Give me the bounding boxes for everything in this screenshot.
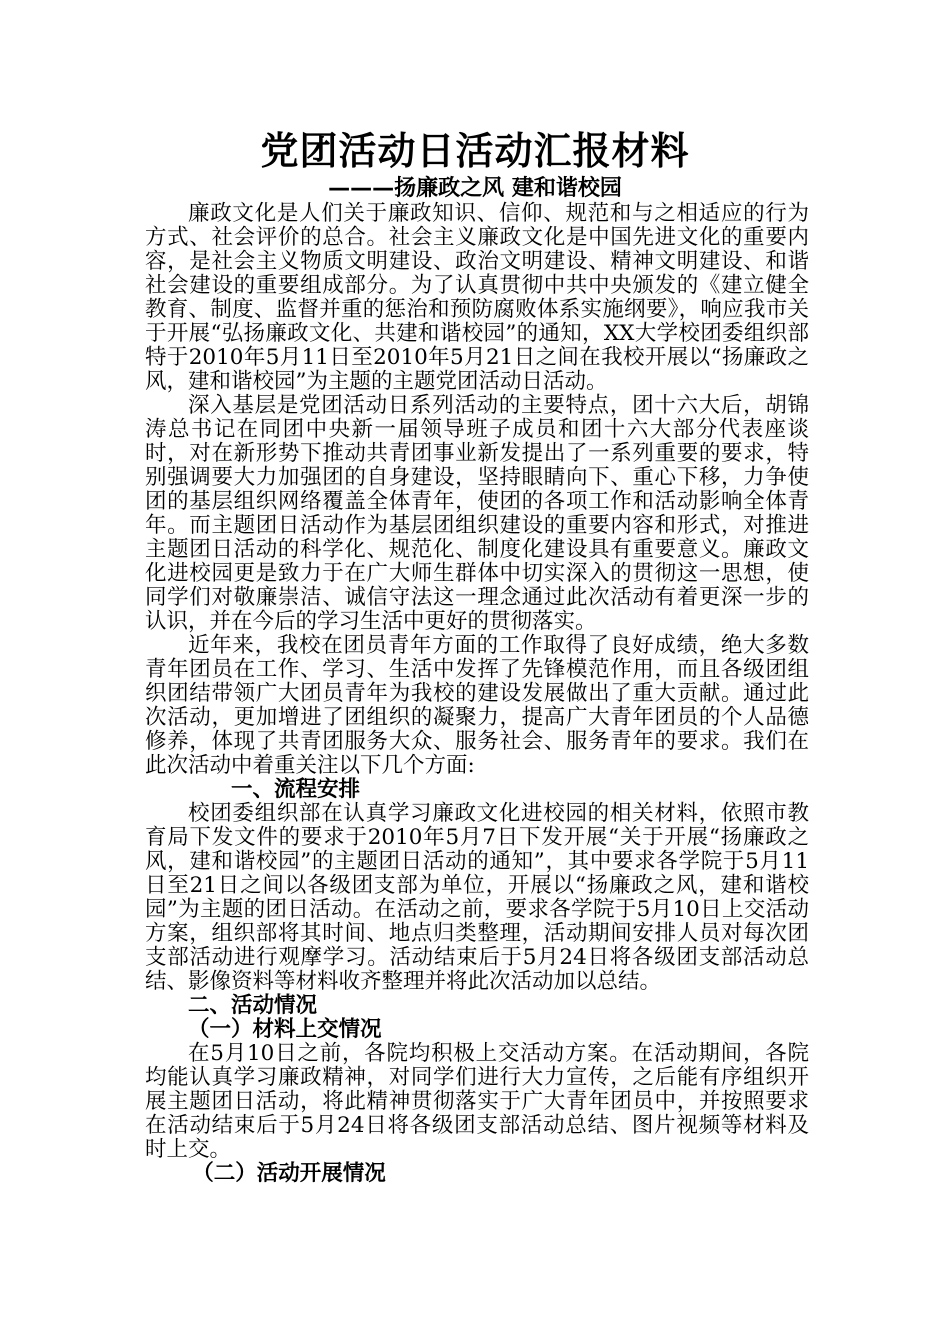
section-heading-process	[145, 778, 809, 802]
subsection-heading-materials: （一）材料上交情况	[188, 1017, 382, 1042]
paragraph-intro: 廉政文化是人们关于廉政知识、信仰、规范和与之相适应的行为方式、社会评价的总合。社会主义廉政文化是中国先进文化的重要内容，是社会主义物质文明建设、政治文明建设、精神文明建设、和谐社会建设的重要组成部分。为了认真贯彻中共中央颁发的《建立健全教育、制度、监督并重的惩治和预防腐败体系实施纲要》，响应我市关于开展“弘扬廉政文化、共建和谐校园”的通知，XX大学校团委组织部特于2010年5月11日至2010年5月21日之间在我校开展以“扬廉政之风，建和谐校园”为主题的主题党团活动日活动。	[145, 201, 809, 394]
paragraph-materials: 在5月10日之前，各院均积极上交活动方案。在活动期间，各院均能认真学习廉政精神，对同学们进行大力宣传，之后能有序组织开展主题团日活动，将此精神贯彻落实于广大青年团员中，并按照要求在活动结束后于5月24日将各级团支部活动总结、图片视频等材料及时上交。	[145, 1041, 809, 1162]
document-title: 党团活动日活动汇报材料	[260, 129, 690, 173]
paragraph-process: 校团委组织部在认真学习廉政文化进校园的相关材料，依照市教育局下发文件的要求于2010年5月7日下发开展“关于开展“扬廉政之风，建和谐校园”的主题团日活动的通知”，其中要求各学院于5月11日至21日之间以各级团支部为单位，开展以“扬廉政之风，建和谐校园”为主题的团日活动。在活动之前，要求各学院于5月10日上交活动方案，组织部将其时间、地点归类整理，活动期间安排人员对每次团支部活动进行观摩学习。活动结束后于5月24日将各级团支部活动总结、影像资料等材料收齐整理并将此次活动加以总结。	[145, 801, 809, 994]
paragraph-achievements: 近年来，我校在团员青年方面的工作取得了良好成绩，绝大多数青年团员在工作、学习、生活中发挥了先锋模范作用，而且各级团组织团结带领广大团员青年为我校的建设发展做出了重大贡献。通过此次活动，更加增进了团组织的凝聚力，提高广大青年团员的个人品德修养，体现了共青团服务大众、服务社会、服务青年的要求。我们在此次活动中着重关注以下几个方面:	[145, 633, 809, 778]
paragraph-background: 深入基层是党团活动日系列活动的主要特点，团十六大后，胡锦涛总书记在同团中央新一届领导班子成员和团十六大部分代表座谈时，对在新形势下推动共青团事业新发提出了一系列重要的要求，特别强调要大力加强团的自身建设，坚持眼睛向下、重心下移，力争使团的基层组织网络覆盖全体青年，使团的各项工作和活动影响全体青年。而主题团日活动作为基层团组织建设的重要内容和形式，对推进主题团日活动的科学化、规范化、制度化建设具有重要意义。廉政文化进校园更是致力于在广大师生群体中切实深入的贯彻这一思想，使同学们对敬廉崇洁、诚信守法这一理念通过此次活动有着更深一步的认识，并在今后的学习生活中更好的贯彻落实。	[145, 393, 809, 634]
section-heading-activity: 二、活动情况	[188, 993, 318, 1018]
section-heading-text: 流程安排	[274, 777, 361, 802]
subsection-heading-progress: （二）活动开展情况	[192, 1161, 386, 1186]
document-subtitle: ———扬廉政之风 建和谐校园	[328, 176, 622, 201]
section-heading-number: 一、	[231, 777, 275, 802]
document-body	[145, 202, 809, 1186]
